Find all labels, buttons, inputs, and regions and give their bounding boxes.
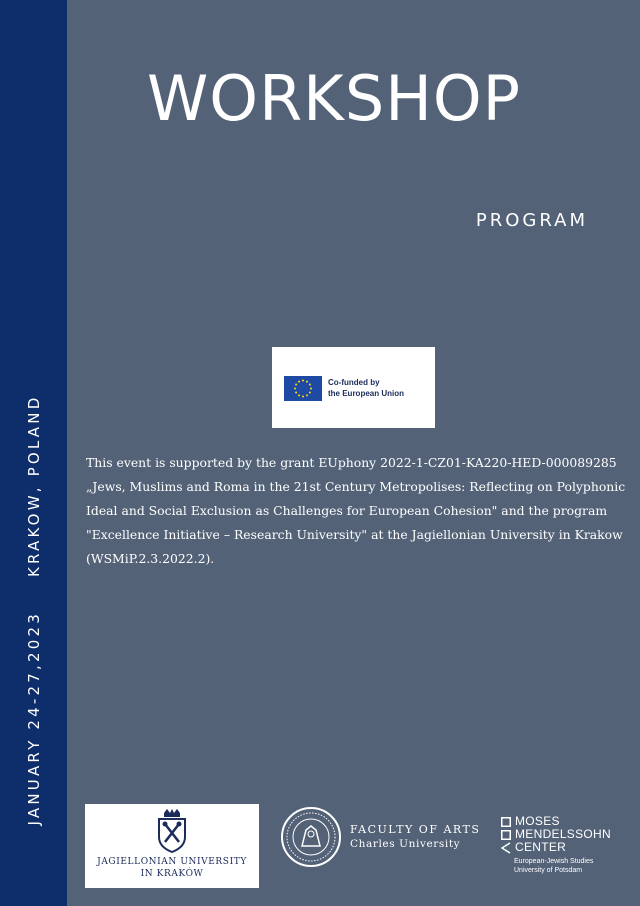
mmz-squares-icon (501, 817, 512, 862)
event-location: KRAKOW, POLAND (25, 394, 43, 578)
jagiellonian-crest-icon (156, 809, 188, 858)
eu-cofunded-logo (272, 347, 435, 428)
jagiellonian-logo (85, 804, 259, 888)
page-title: WORKSHOP (147, 62, 522, 135)
jagiellonian-logo-text: JAGIELLONIAN UNIVERSITY IN KRAKÓW (97, 857, 247, 879)
eu-flag-icon (284, 376, 322, 401)
charles-university-seal-icon (280, 806, 342, 873)
event-date: JANUARY 24-27,2023 (25, 611, 43, 826)
sidebar (0, 0, 67, 906)
charles-university-logo-text: FACULTY OF ARTS Charles University (350, 823, 481, 850)
sidebar-caption (25, 395, 43, 826)
support-paragraph: This event is supported by the grant EUphony 2022-1-CZ01-KA220-HED-000089285 „Jews, Muslims and Roma in the 21st Century Metropolises: Reflecting on Polyphonic Ideal and Social Exclusion as Challenges for European Cohesion" and the program "Excellence Initiative – Research University" at the Jagiellonian University in Krakow (WSMiP.2.3.2022.2). (86, 455, 626, 566)
page-subtitle: PROGRAM (475, 210, 588, 231)
eu-logo-text: Co-funded by the European Union (328, 378, 404, 398)
